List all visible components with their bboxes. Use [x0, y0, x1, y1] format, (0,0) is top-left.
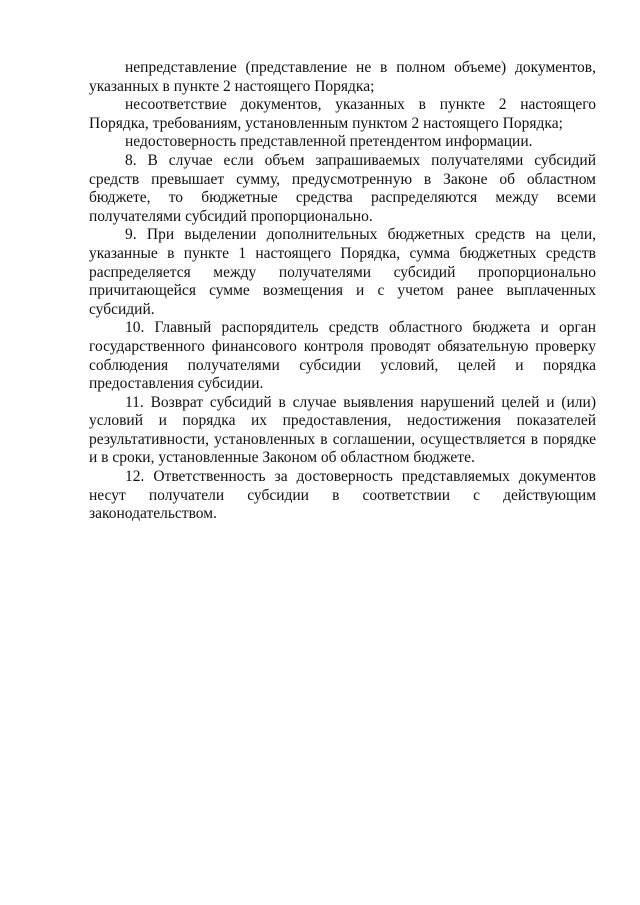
- paragraph-clause-9: 9. При выделении дополнительных бюджетных средств на цели, указанные в пункте 1 настоящего Порядка, сумма бюджетных средств распределяется между получателями субсидий пропорционально причитающейся сумме возмещения и с учетом ранее выплаченных субсидий.: [89, 226, 596, 318]
- paragraph-non-submission: непредставление (представление не в полном объеме) документов, указанных в пункте 2 настоящего Порядка;: [89, 59, 596, 95]
- paragraph-clause-10: 10. Главный распорядитель средств областного бюджета и орган государственного финансового контроля проводят обязательную проверку соблюдения получателями субсидии условий, целей и порядка предоставления субсидии.: [89, 319, 596, 393]
- paragraph-clause-12: 12. Ответственность за достоверность представляемых документов несут получатели субсидии в соответствии с действующим законодательством.: [89, 468, 596, 523]
- paragraph-unreliability: недостоверность представленной претендентом информации.: [125, 133, 533, 151]
- paragraph-clause-11: 11. Возврат субсидий в случае выявления нарушений целей и (или) условий и порядка их предоставления, недостижения показателей результативности, установленных в соглашении, осуществляется в порядке и в сроки, установленные Законом об областном бюджете.: [89, 393, 596, 467]
- paragraph-non-compliance: несоответствие документов, указанных в пункте 2 настоящего Порядка, требованиям, установленным пунктом 2 настоящего Порядка;: [89, 96, 596, 132]
- paragraph-clause-8: 8. В случае если объем запрашиваемых получателями субсидий средств превышает сумму, предусмотренную в Законе об областном бюджете, то бюджетные средства распределяются между всеми получателями субсидий пропорционально.: [89, 151, 596, 225]
- document-page: [89, 59, 596, 524]
